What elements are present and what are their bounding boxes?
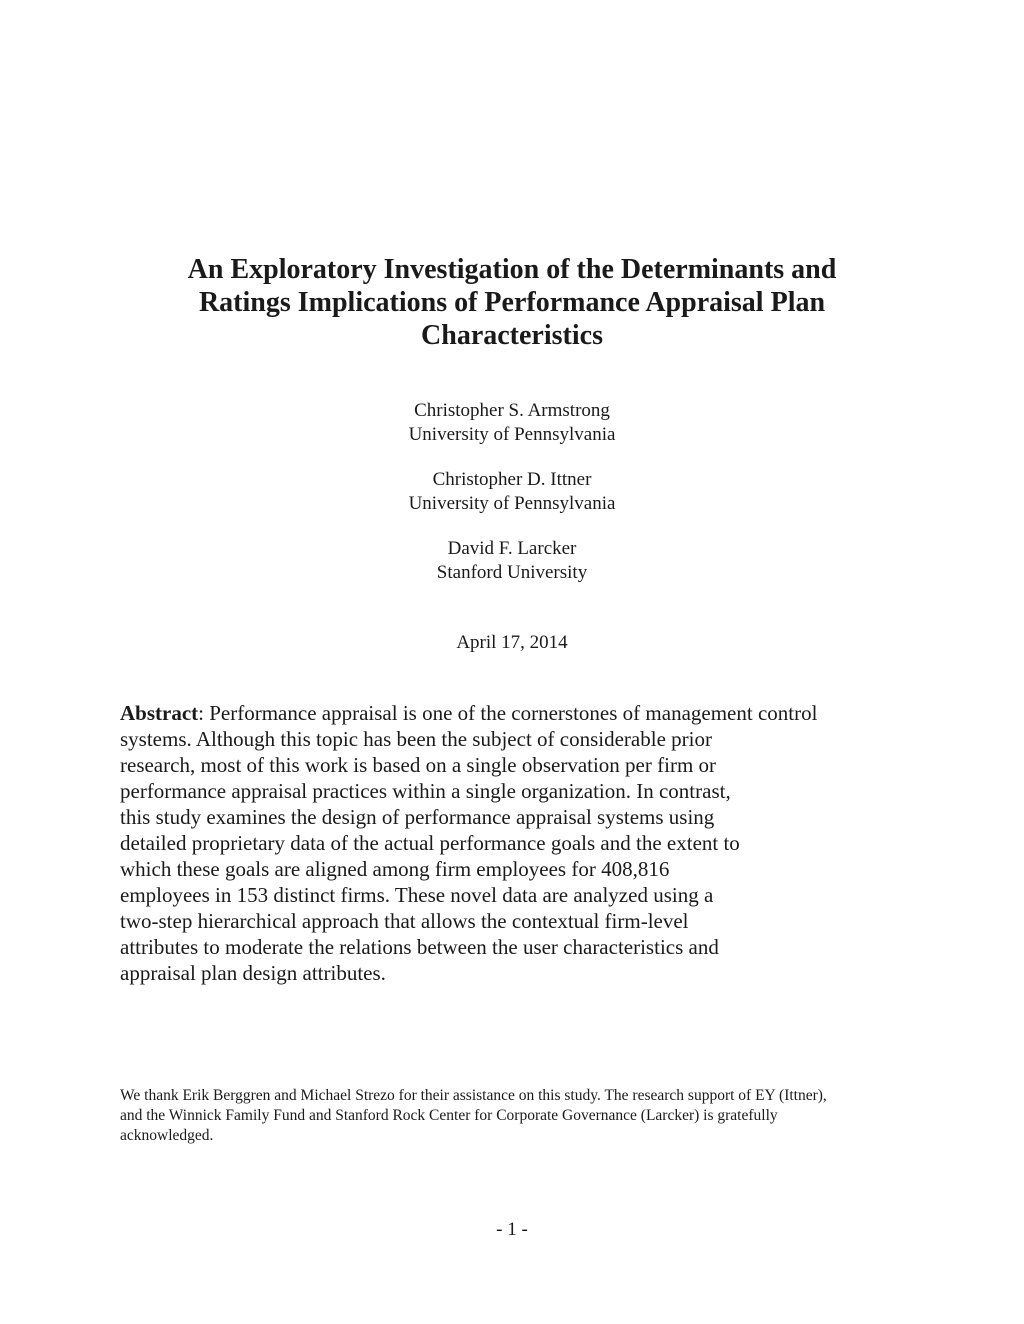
- abstract-line: performance appraisal practices within a single organization. In contrast,: [120, 779, 731, 803]
- paper-date: April 17, 2014: [456, 632, 568, 653]
- abstract-line: [120, 700, 890, 726]
- title-line: Ratings Implications of Performance Appraisal Plan: [198, 287, 826, 318]
- page-number: - 1 -: [496, 1219, 528, 1240]
- author-block: [262, 399, 762, 447]
- abstract-line: this study examines the design of performance appraisal systems using: [120, 805, 715, 829]
- abstract-line: two-step hierarchical approach that allows the contextual firm-level: [120, 909, 689, 933]
- abstract-line: employees in 153 distinct firms. These novel data are analyzed using a: [120, 883, 714, 907]
- abstract-label: Abstract: [120, 701, 199, 725]
- paper-title: [130, 253, 894, 352]
- acknowledgment-line: acknowledged.: [120, 1127, 214, 1144]
- author-list: [262, 399, 762, 606]
- abstract-line: detailed proprietary data of the actual performance goals and the extent to: [120, 831, 740, 855]
- author-block: [262, 537, 762, 585]
- author-affiliation: University of Pennsylvania: [408, 493, 616, 514]
- title-line: An Exploratory Investigation of the Determinants and: [187, 254, 837, 285]
- author-name: Christopher S. Armstrong: [414, 400, 610, 421]
- acknowledgment-line: We thank Erik Berggren and Michael Strezo for their assistance on this study. The research support of EY (Ittner),: [120, 1087, 827, 1104]
- acknowledgment-footnote: [120, 1086, 910, 1146]
- abstract-line: research, most of this work is based on a single observation per firm or: [120, 753, 717, 777]
- abstract-line: which these goals are aligned among firm employees for 408,816: [120, 857, 670, 881]
- title-line: Characteristics: [421, 320, 603, 351]
- author-name: David F. Larcker: [447, 538, 577, 559]
- abstract-line: systems. Although this topic has been the subject of considerable prior: [120, 727, 712, 751]
- abstract: [120, 700, 890, 986]
- abstract-line: appraisal plan design attributes.: [120, 961, 386, 985]
- author-name: Christopher D. Ittner: [432, 469, 592, 490]
- abstract-text: : Performance appraisal is one of the cornerstones of management control: [198, 701, 818, 725]
- author-block: [262, 468, 762, 516]
- abstract-line: attributes to moderate the relations between the user characteristics and: [120, 935, 719, 959]
- author-affiliation: University of Pennsylvania: [408, 424, 616, 445]
- acknowledgment-line: and the Winnick Family Fund and Stanford Rock Center for Corporate Governance (Larcker) is gratefully: [120, 1107, 778, 1124]
- author-affiliation: Stanford University: [436, 562, 588, 583]
